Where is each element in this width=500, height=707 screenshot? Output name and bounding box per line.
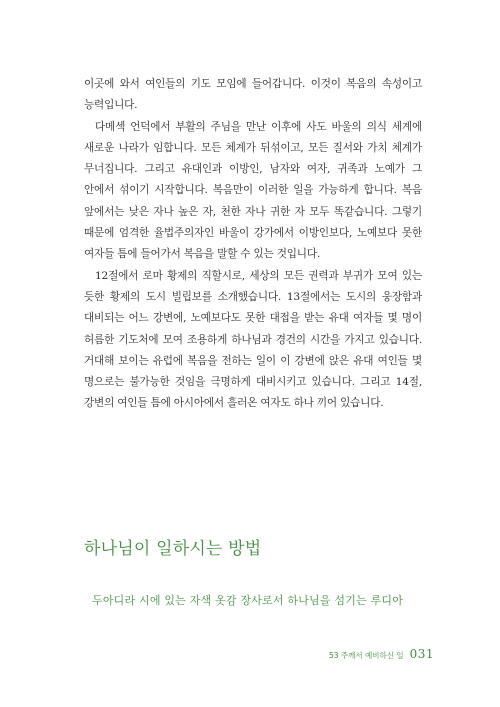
page-number: 031 <box>409 647 434 661</box>
page-footer <box>329 647 434 661</box>
paragraph-continuation: 이곳에 와서 여인들의 기도 모임에 들어갑니다. 이것이 복음의 속성이고 능력입니다. <box>84 78 422 112</box>
paragraph-damascus: 다메섹 언덕에서 부활의 주님을 만난 이후에 사도 바울의 의식 세계에 새로운 나라가 임합니다. 모든 체계가 뒤섞이고, 모든 질서와 가치 체계가 무너집니다. 그리고 유대인과 이방인, 남자와 여자, 귀족과 노예가 그 안에서 섞이기 시작합니다. 복음만이 이러한 일을 가능하게 합니다. 복음 앞에서는 낮은 자나 높은 자, 천한 자나 귀한 자 모두 똑같습니다. 그렇기 때문에 엄격한 율법주의자인 바울이 강가에서 이방인보다, 노예보다 못한 여자들 틈에 들어가서 복음을 말할 수 있는 것입니다. <box>84 120 422 261</box>
paragraph-philippi: 12절에서 로마 황제의 직할시로, 세상의 모든 권력과 부귀가 모여 있는 듯한 황제의 도시 빌립보를 소개했습니다. 13절에서는 도시의 웅장함과 대비되는 어느 강변에, 노예보다도 못한 대접을 받는 유대 여자들 몇 명이 허름한 기도처에 모여 조용하게 하나님과 경건의 시간을 가지고 있습니다. 거대해 보이는 유럽에 복음을 전하는 일이 이 강변에 앉은 유대 여인들 몇 명으로는 불가능한 것임을 극명하게 대비시키고 있습니다. 그리고 14절, 강변의 여인들 틈에 아시아에서 흘러온 여자도 하나 끼어 있습니다. <box>84 269 422 410</box>
section-heading: 하나님이 일하시는 방법 <box>84 539 262 559</box>
running-title: 53 주께서 예비하신 일 <box>328 651 404 660</box>
body-text <box>84 74 422 415</box>
section-intro-line: 두아디라 시에 있는 자색 옷감 장사로서 하나님을 섬기는 루디아 <box>92 594 404 607</box>
